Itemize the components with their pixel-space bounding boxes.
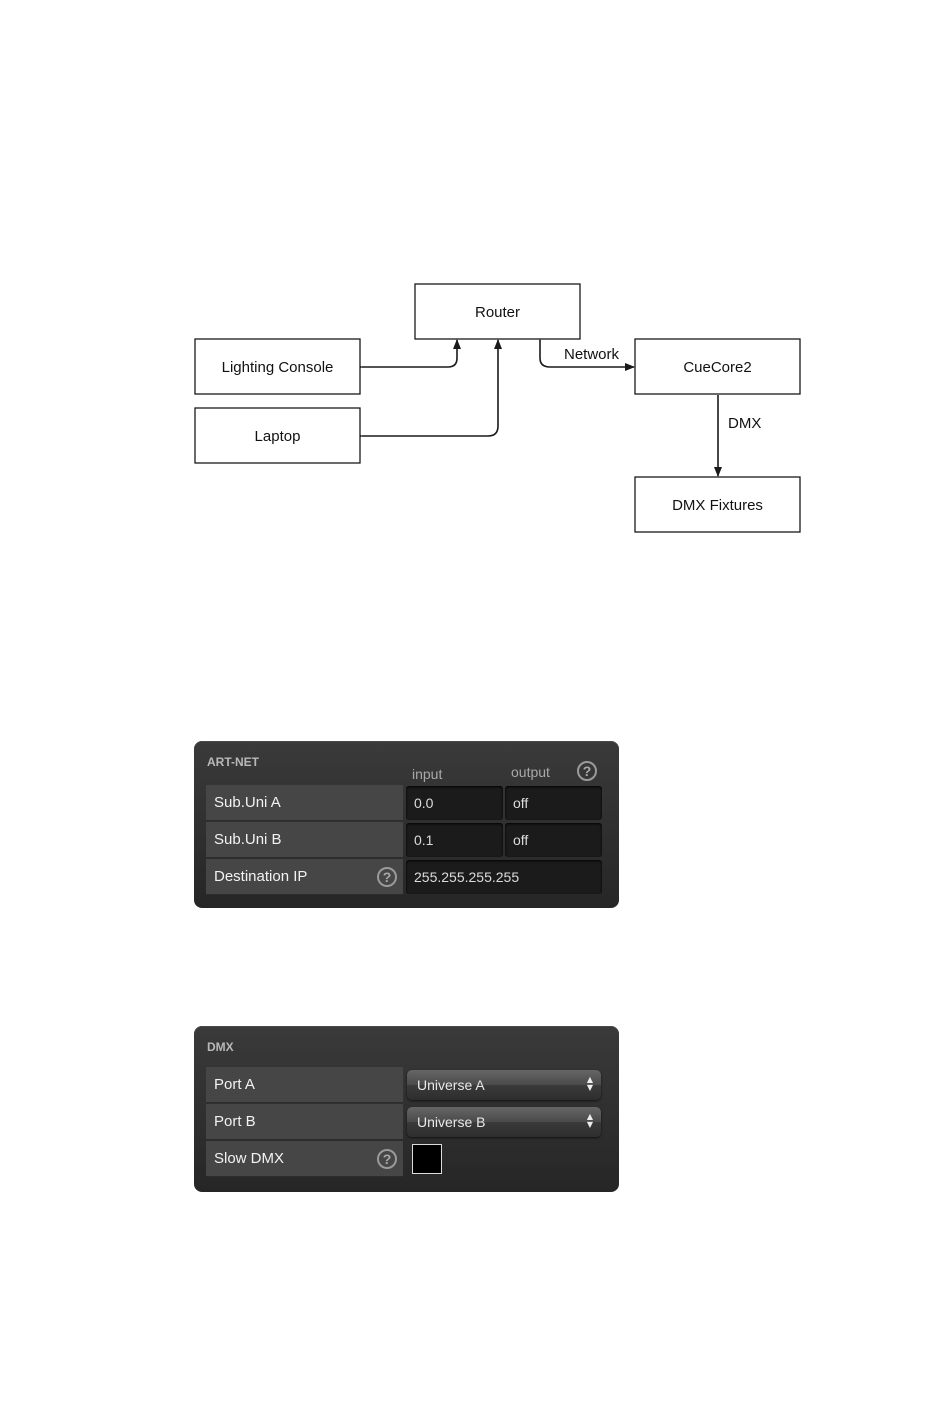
node-laptop (195, 408, 360, 463)
artnet-row-label-sub-uni-a: Sub.Uni A (206, 785, 403, 821)
artnet-row-label-sub-uni-b: Sub.Uni B (206, 822, 403, 858)
edge-label-dmx: DMX (728, 415, 762, 432)
artnet-row-label-destination-ip: Destination IP (206, 859, 403, 895)
artnet-panel (194, 741, 619, 908)
node-cuecore2-label: CueCore2 (683, 359, 752, 376)
node-lighting-console-label: Lighting Console (221, 359, 334, 376)
dmx-port-a-select-value: Universe A (417, 1077, 485, 1093)
dmx-port-b-select[interactable] (407, 1107, 601, 1137)
slow-dmx-checkbox[interactable] (412, 1144, 442, 1174)
dmx-panel (194, 1026, 619, 1192)
dmx-row-label-port-a: Port A (206, 1067, 403, 1103)
dmx-row-label-slow-dmx: Slow DMX (206, 1141, 403, 1177)
dmx-panel-title: DMX (207, 1040, 234, 1054)
help-circle-icon[interactable]: ? (377, 867, 397, 887)
edge-label-network: Network (564, 346, 620, 363)
node-router (415, 284, 580, 339)
edge-laptop-router (362, 340, 498, 436)
artnet-sub-uni-b-output-field[interactable]: off (505, 823, 602, 857)
artnet-destination-ip-field[interactable]: 255.255.255.255 (406, 860, 602, 894)
artnet-sub-uni-b-input-field[interactable]: 0.1 (406, 823, 503, 857)
artnet-output-column-header: output (511, 764, 550, 780)
artnet-panel-title: ART-NET (207, 755, 259, 769)
help-circle-icon[interactable]: ? (577, 761, 597, 781)
dmx-port-b-select-value: Universe B (417, 1114, 486, 1130)
updown-arrows-icon: ▲ ▼ (586, 1112, 593, 1129)
node-cuecore2 (635, 339, 800, 394)
dmx-port-a-select[interactable] (407, 1070, 601, 1100)
help-circle-icon[interactable]: ? (377, 1149, 397, 1169)
node-dmx-fixtures (635, 477, 800, 532)
artnet-input-column-header: input (412, 766, 443, 782)
network-diagram (0, 0, 950, 560)
node-laptop-label: Laptop (254, 428, 301, 445)
edge-console-router (362, 340, 457, 367)
updown-arrows-icon: ▲ ▼ (586, 1075, 593, 1092)
node-dmx-fixtures-label: DMX Fixtures (672, 497, 763, 514)
node-lighting-console (195, 339, 360, 394)
artnet-sub-uni-a-output-field[interactable]: off (505, 786, 602, 820)
artnet-sub-uni-a-input-field[interactable]: 0.0 (406, 786, 503, 820)
node-router-label: Router (474, 304, 521, 321)
dmx-row-label-port-b: Port B (206, 1104, 403, 1140)
